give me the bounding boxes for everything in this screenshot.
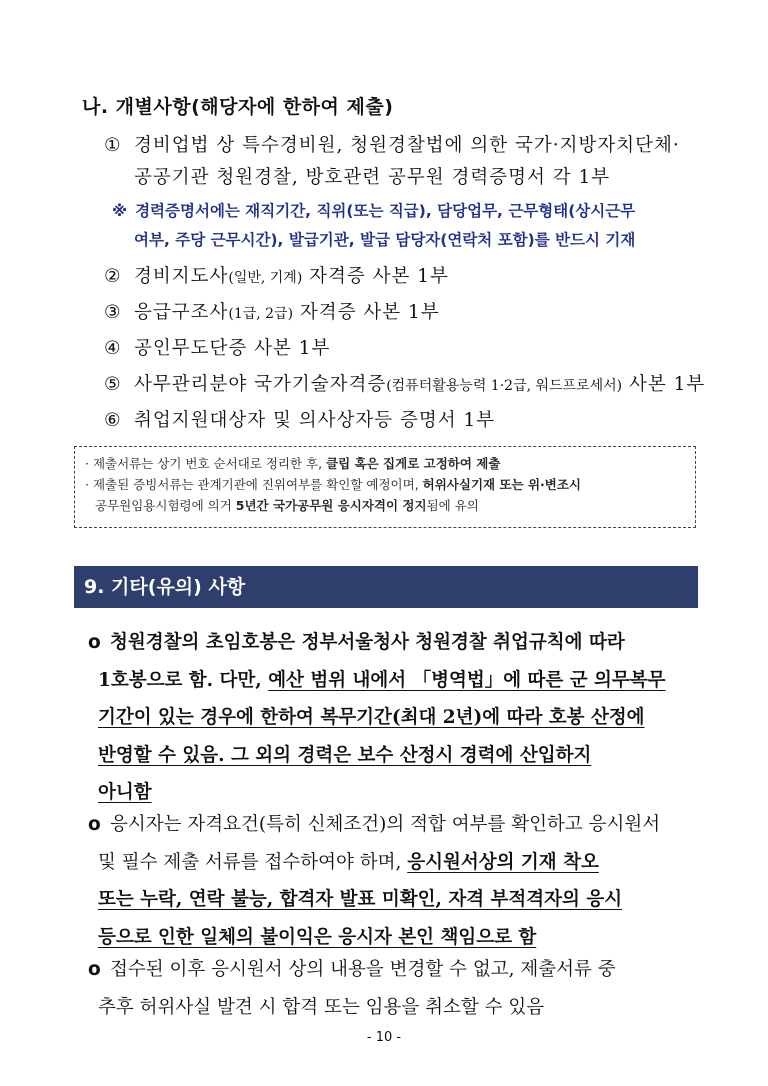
item-text: 취업지원대상자 및 의사상자등 증명서 1부 bbox=[134, 410, 496, 431]
paragraph-line: 반영할 수 있음. 그 외의 경력은 보수 산정시 경력에 산입하지 bbox=[98, 744, 592, 766]
notice-text: · 제출서류는 상기 번호 순서대로 정리한 후, bbox=[85, 456, 327, 471]
item-note: (컴퓨터활용능력 1·2급, 워드프로세서) bbox=[386, 378, 623, 394]
item-number: ① bbox=[104, 135, 122, 156]
paragraph-line: 기간이 있는 경우에 한하여 복무기간(최대 2년)에 따라 호봉 산정에 bbox=[98, 707, 645, 728]
notice-emphasis: 5년간 국가공무원 응시자격이 정지 bbox=[235, 498, 427, 513]
submission-notice-box bbox=[74, 446, 696, 528]
sub-heading: 나. 개별사항(해당자에 한하여 제출) bbox=[82, 96, 394, 118]
paragraph-line bbox=[98, 662, 698, 700]
notice-text-tail: 됨에 유의 bbox=[426, 498, 479, 513]
section-title-bar: 9. 기타(유의) 사항 bbox=[74, 566, 698, 608]
underlined-text: 응시원서상의 기재 착오 bbox=[407, 851, 599, 873]
item-text: 공인무도단증 사본 1부 bbox=[134, 338, 331, 359]
item-text: 사무관리분야 국가기술자격증 bbox=[134, 374, 387, 395]
notice-emphasis: 허위사실기재 또는 위·변조시 bbox=[422, 477, 581, 492]
item-number: ⑤ bbox=[104, 374, 122, 395]
paragraph-line: 접수된 이후 응시원서 상의 내용을 변경할 수 없고, 제출서류 중 bbox=[110, 959, 616, 980]
list-item-4 bbox=[104, 334, 330, 360]
item-text: 응급구조사 bbox=[134, 302, 229, 323]
item-note: (1급, 2급) bbox=[228, 306, 294, 322]
notice-paragraph-2 bbox=[88, 806, 698, 956]
note-text-1: 경력증명서에는 재직기간, 직위(또는 직급), 담당업무, 근무형태(상시근무 bbox=[135, 202, 636, 220]
item-number: ② bbox=[104, 266, 122, 287]
notice-paragraph-3 bbox=[88, 951, 698, 1026]
list-item-1 bbox=[104, 131, 680, 157]
item-number: ④ bbox=[104, 338, 122, 359]
paragraph-text: 1호봉으로 함. 다만, bbox=[98, 669, 269, 691]
list-item-5 bbox=[104, 370, 705, 396]
item-text: 경비지도사 bbox=[134, 266, 229, 287]
notice-paragraph-1 bbox=[88, 624, 698, 812]
notice-text: 공무원임용시험령에 의거 bbox=[95, 498, 236, 513]
list-item-6 bbox=[104, 406, 495, 432]
underlined-text: 예산 범위 내에서 「병역법」에 따른 군 의무복무 bbox=[268, 669, 666, 691]
paragraph-line: 추후 허위사실 발견 시 합격 또는 임용을 취소할 수 있음 bbox=[98, 996, 545, 1018]
item-text-tail: 자격증 사본 1부 bbox=[302, 266, 449, 287]
paragraph-line bbox=[98, 844, 698, 882]
note-line-2: 여부, 주당 근무시간), 발급기관, 발급 담당자(연락처 포함)를 반드시 기재 bbox=[134, 231, 636, 249]
bullet-icon: o bbox=[88, 959, 101, 980]
list-item-3 bbox=[104, 298, 440, 324]
paragraph-line: 청원경찰의 초임호봉은 정부서울청사 청원경찰 취업규칙에 따라 bbox=[110, 632, 625, 653]
notice-line-2 bbox=[85, 474, 685, 495]
note-mark: ※ bbox=[112, 202, 128, 220]
notice-line-1 bbox=[85, 453, 685, 474]
bullet-icon: o bbox=[88, 632, 101, 653]
item-note: (일반, 기계) bbox=[228, 270, 303, 286]
item-text: 경비업법 상 특수경비원, 청원경찰법에 의한 국가·지방자치단체· bbox=[134, 135, 680, 156]
list-item-2 bbox=[104, 262, 449, 288]
item-number: ⑥ bbox=[104, 410, 122, 431]
paragraph-line: 응시자는 자격요건(특히 신체조건)의 적합 여부를 확인하고 응시원서 bbox=[110, 814, 661, 835]
item-text-tail: 사본 1부 bbox=[622, 374, 706, 395]
paragraph-line: 또는 누락, 연락 불능, 합격자 발표 미확인, 자격 부적격자의 응시 bbox=[98, 889, 623, 910]
item-number: ③ bbox=[104, 302, 122, 323]
item-text-tail: 자격증 사본 1부 bbox=[293, 302, 440, 323]
paragraph-text: 및 필수 제출 서류를 접수하여야 하며, bbox=[98, 851, 408, 873]
page-number: - 10 - bbox=[366, 1030, 402, 1045]
notice-text: · 제출된 증빙서류는 관계기관에 진위여부를 확인할 예정이며, bbox=[85, 477, 423, 492]
notice-line-3 bbox=[85, 495, 685, 516]
note-line-1 bbox=[112, 199, 635, 221]
list-item-1-continuation: 공공기관 청원경찰, 방호관련 공무원 경력증명서 각 1부 bbox=[134, 167, 611, 188]
bullet-icon: o bbox=[88, 814, 101, 835]
paragraph-line: 아니함 bbox=[98, 782, 152, 803]
notice-emphasis: 클립 혹은 집게로 고정하여 제출 bbox=[326, 456, 501, 471]
paragraph-line: 등으로 인한 일체의 불이익은 응시자 본인 책임으로 함 bbox=[98, 926, 537, 948]
